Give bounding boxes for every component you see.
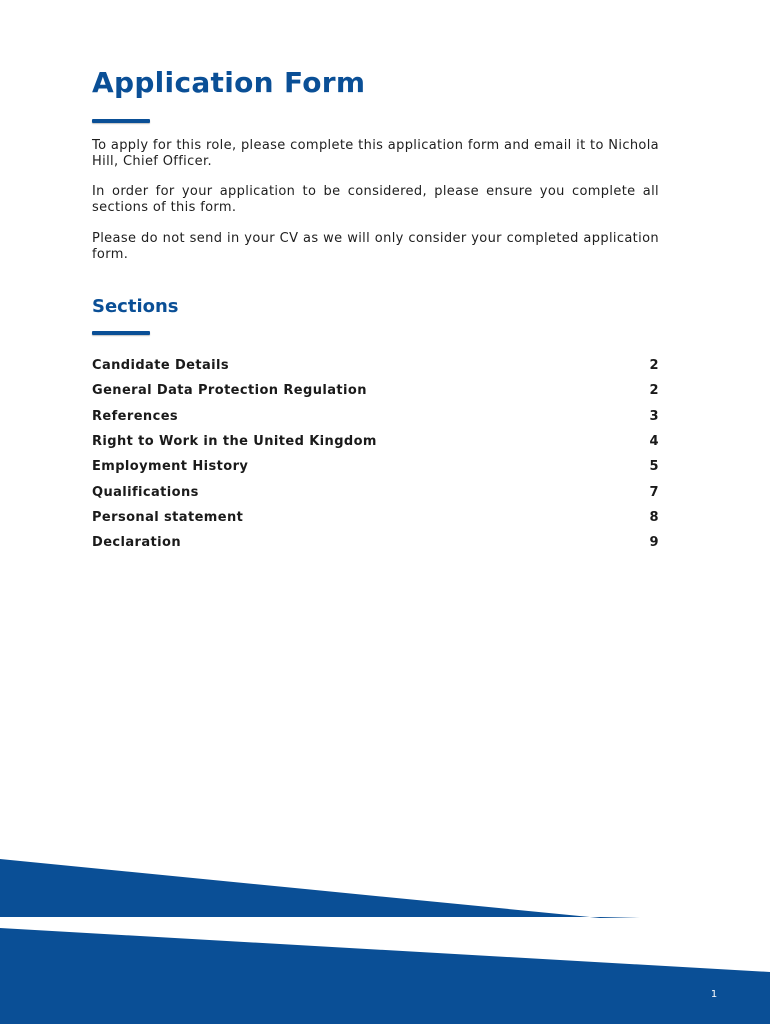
intro-paragraph: To apply for this role, please complete this application form and email it to Nichola Hill, Chief Officer. xyxy=(92,138,659,169)
toc-item-label: Declaration xyxy=(92,535,181,551)
sections-heading: Sections xyxy=(92,296,179,317)
toc-item-label: Right to Work in the United Kingdom xyxy=(92,434,377,450)
toc-item-label: General Data Protection Regulation xyxy=(92,383,367,399)
toc-item[interactable] xyxy=(92,353,659,378)
toc-item-page: 5 xyxy=(649,459,659,475)
toc-item[interactable] xyxy=(92,404,659,429)
toc-item-label: Employment History xyxy=(92,459,249,475)
toc-item-page: 7 xyxy=(649,484,659,500)
footer-decoration xyxy=(0,850,770,1024)
toc-item[interactable] xyxy=(92,454,659,479)
toc-item-label: Candidate Details xyxy=(92,358,230,374)
toc-item[interactable] xyxy=(92,530,659,555)
intro-paragraph: Please do not send in your CV as we will only consider your completed application form. xyxy=(92,231,659,262)
toc-item[interactable] xyxy=(92,479,659,504)
toc-item[interactable] xyxy=(92,429,659,454)
intro-paragraph: In order for your application to be considered, please ensure you complete all sections of this form. xyxy=(92,184,659,215)
title-underline xyxy=(92,119,150,123)
page-title: Application Form xyxy=(92,66,366,99)
table-of-contents xyxy=(92,353,659,555)
toc-item-label: Personal statement xyxy=(92,509,244,525)
toc-item[interactable] xyxy=(92,378,659,403)
toc-item-label: References xyxy=(92,408,179,424)
page-number: 1 xyxy=(710,989,718,1000)
toc-item[interactable] xyxy=(92,505,659,530)
footer-band-upper xyxy=(0,859,640,918)
toc-item-page: 2 xyxy=(649,358,659,374)
toc-item-page: 4 xyxy=(649,434,659,450)
toc-item-label: Qualifications xyxy=(92,484,199,500)
toc-item-page: 9 xyxy=(649,535,659,551)
toc-item-page: 2 xyxy=(649,383,659,399)
sections-underline xyxy=(92,331,150,335)
footer-band-lower xyxy=(0,928,770,1024)
toc-item-page: 8 xyxy=(649,509,659,525)
toc-item-page: 3 xyxy=(649,408,659,424)
